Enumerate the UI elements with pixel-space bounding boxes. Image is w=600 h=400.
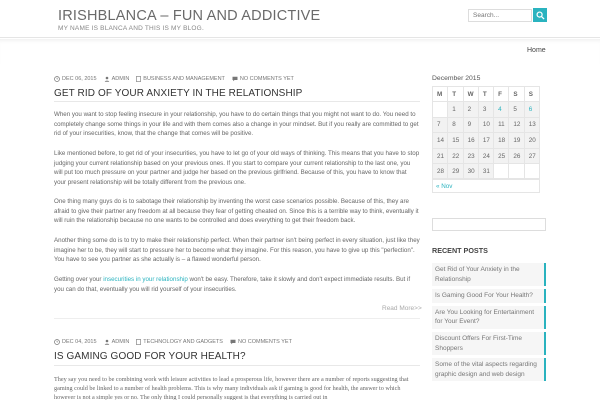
title-divider bbox=[54, 101, 420, 102]
calendar-prev-month-link[interactable]: « Nov bbox=[432, 178, 540, 193]
post-meta bbox=[54, 339, 296, 345]
calendar-day: 10 bbox=[478, 117, 493, 133]
search-icon bbox=[536, 11, 545, 20]
calendar-day: 5 bbox=[509, 102, 524, 118]
calendar-weekday: T bbox=[448, 87, 463, 102]
post-date: DEC 06, 2015 bbox=[62, 76, 97, 82]
calendar-weekday: T bbox=[478, 87, 493, 102]
post-paragraph: One thing many guys do is to sabotage their relationship by inventing the worst case scenarios possible. Because of this, they are afraid to give their partner any freedom at all because they fear of getting cheated on. Since this is a terrible way to think, eventually it will ruin the relationship because no one wants to be controlled and does everything to get their freedom back. bbox=[54, 198, 419, 225]
calendar-day: 20 bbox=[524, 133, 539, 149]
calendar-day: 14 bbox=[433, 133, 448, 149]
recent-post-link[interactable]: Are You Looking for Entertainment for Your Event? bbox=[432, 306, 546, 329]
calendar-day: 9 bbox=[463, 117, 478, 133]
calendar-day: 11 bbox=[494, 117, 509, 133]
clock-icon bbox=[54, 339, 60, 345]
calendar-day: 8 bbox=[448, 117, 463, 133]
nav-bar bbox=[0, 39, 600, 64]
recent-post-link[interactable]: Some of the vital aspects regarding graphic design and web design bbox=[432, 358, 546, 381]
post-author[interactable]: ADMIN bbox=[111, 339, 130, 345]
recent-post-link[interactable]: Discount Offers For First-Time Shoppers bbox=[432, 332, 546, 355]
calendar-day: 23 bbox=[463, 148, 478, 164]
calendar-day: 16 bbox=[463, 133, 478, 149]
calendar-day: 7 bbox=[433, 117, 448, 133]
post-meta bbox=[54, 76, 298, 82]
text-segment: won't be easy. Therefore, take it slowly and don't expect immediate results. But if you can do that, eventually you will rid yourself of your insecurities. bbox=[54, 276, 411, 293]
post-paragraph: When you want to stop feeling insecure in your relationship, you have to do certain things that you might not want to do. You need to completely change some things in your life and with them comes also a change in your mindset. But if you really are committed to get rid of your insecurities, know, that the change that comes will be positive. bbox=[54, 111, 419, 138]
comment-icon bbox=[230, 339, 236, 345]
calendar-day: 18 bbox=[494, 133, 509, 149]
calendar-day: 17 bbox=[478, 133, 493, 149]
comment-icon bbox=[232, 76, 238, 82]
calendar-day: 28 bbox=[433, 164, 448, 180]
post-excerpt: They say you need to be combining work with leisure activities to lead a prosperous life, however there are a number of reports suggesting that gaming could be linked to a number of health problems. This is why many individuals ask if gaming is good for health, the answer to which however is not a simple yes or no. The only thing I could personally suggest is that everything is carried out in bbox=[54, 376, 409, 400]
calendar-day: 31 bbox=[478, 164, 493, 180]
calendar-weekday: W bbox=[463, 87, 478, 102]
post-paragraph: Another thing some do is to try to make their relationship perfect. When their partner isn't being perfect in every situation, just like they imagine her to be, they will start to pressure her to become what they imagine. For this reason, you have to give up this "perfection". You have to see you partner as she actually is – a flawed wonderful person. bbox=[54, 237, 420, 264]
post-date: DEC 04, 2015 bbox=[62, 339, 97, 345]
header-search-button[interactable] bbox=[533, 8, 547, 22]
user-icon bbox=[104, 76, 110, 82]
site-header bbox=[0, 0, 600, 38]
post-category[interactable]: TECHNOLOGY AND GADGETS bbox=[143, 339, 223, 345]
clock-icon bbox=[54, 76, 60, 82]
calendar-day: 19 bbox=[509, 133, 524, 149]
text-segment: Getting over your bbox=[54, 276, 104, 283]
calendar-table bbox=[432, 86, 540, 180]
calendar-day: 21 bbox=[433, 148, 448, 164]
calendar-day: 1 bbox=[448, 102, 463, 118]
calendar-day: 22 bbox=[448, 148, 463, 164]
calendar-weekday: S bbox=[524, 87, 539, 102]
calendar-day: 15 bbox=[448, 133, 463, 149]
recent-post-link[interactable]: Get Rid of Your Anxiety in the Relationship bbox=[432, 263, 546, 286]
user-icon bbox=[104, 339, 110, 345]
calendar-day bbox=[433, 102, 448, 118]
calendar-day-link[interactable]: 6 bbox=[524, 102, 539, 118]
site-description: MY NAME IS BLANCA AND THIS IS MY BLOG. bbox=[58, 25, 204, 32]
sidebar-search-input[interactable] bbox=[432, 218, 546, 231]
post-comments[interactable]: NO COMMENTS YET bbox=[237, 339, 292, 345]
nav-home-link[interactable]: Home bbox=[527, 47, 546, 54]
calendar-weekday: F bbox=[494, 87, 509, 102]
document-icon bbox=[136, 339, 141, 345]
post-paragraph: Like mentioned before, to get rid of your insecurities, you have to let go of your old ways of thinking. This means that you have to stop judging your current relationship based on your previous ones. If you start to compare your current relationship to the last one, you will put too much pressure on your partner and judge her based on the previous girlfriend. Because of this, you have to know that your present relationship will be totally different from the previous one. bbox=[54, 150, 420, 187]
calendar-day: 13 bbox=[524, 117, 539, 133]
calendar-day-link[interactable]: 4 bbox=[494, 102, 509, 118]
post-title[interactable]: IS GAMING GOOD FOR YOUR HEALTH? bbox=[54, 351, 246, 362]
read-more-link[interactable]: Read More>> bbox=[382, 305, 422, 312]
calendar-day: 30 bbox=[463, 164, 478, 180]
post-separator bbox=[54, 318, 420, 319]
calendar-caption: December 2015 bbox=[432, 75, 481, 82]
title-divider bbox=[54, 365, 420, 366]
calendar-day: 26 bbox=[509, 148, 524, 164]
header-search-input[interactable] bbox=[468, 9, 532, 22]
calendar-day: 24 bbox=[478, 148, 493, 164]
calendar-day: 29 bbox=[448, 164, 463, 180]
post-author[interactable]: ADMIN bbox=[111, 76, 130, 82]
calendar-day: 2 bbox=[463, 102, 478, 118]
recent-posts-list bbox=[432, 263, 546, 384]
insecurities-link[interactable]: insecurities in your relationship bbox=[103, 276, 188, 283]
post-comments[interactable]: NO COMMENTS YET bbox=[239, 76, 294, 82]
calendar-day: 25 bbox=[494, 148, 509, 164]
post-category[interactable]: BUSINESS AND MANAGEMENT bbox=[143, 76, 225, 82]
post-paragraph-last bbox=[54, 275, 420, 294]
recent-posts-title: RECENT POSTS bbox=[432, 246, 488, 255]
calendar-weekday: M bbox=[433, 87, 448, 102]
calendar-day: 3 bbox=[478, 102, 493, 118]
calendar-weekday: S bbox=[509, 87, 524, 102]
post-title[interactable]: GET RID OF YOUR ANXIETY IN THE RELATIONSHIP bbox=[54, 88, 303, 99]
recent-post-link[interactable]: Is Gaming Good For Your Health? bbox=[432, 289, 546, 303]
calendar-day: 27 bbox=[524, 148, 539, 164]
document-icon bbox=[136, 76, 141, 82]
site-title[interactable]: IRISHBLANCA – FUN AND ADDICTIVE bbox=[58, 8, 321, 24]
calendar-day: 12 bbox=[509, 117, 524, 133]
